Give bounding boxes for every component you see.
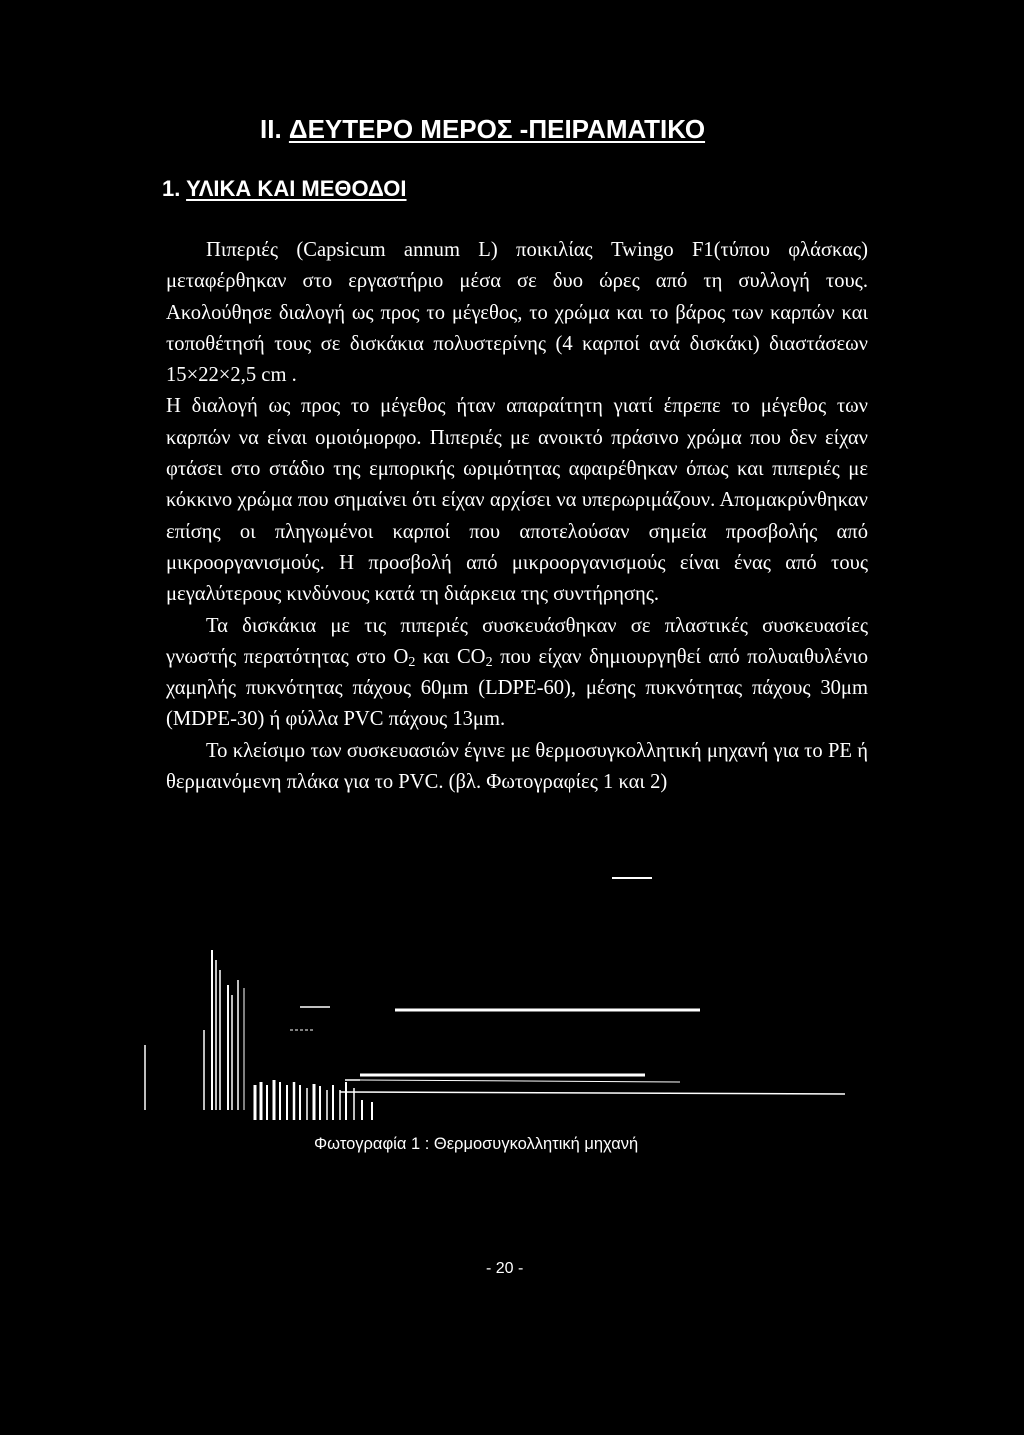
paragraph-1 xyxy=(166,235,868,611)
page-number: - 20 - xyxy=(486,1260,524,1277)
subsection-number: 1. xyxy=(162,176,181,201)
subsection-heading xyxy=(162,176,407,202)
o2-subscript: 2 xyxy=(408,654,416,670)
section-heading xyxy=(260,114,705,145)
subsection-title: ΥΛΙΚΑ ΚΑΙ ΜΕΘΟΔΟΙ xyxy=(186,176,407,201)
section-number: II. xyxy=(260,114,282,144)
paragraph-1-part-a: Πιπεριές (Capsicum annum L) ποικιλίας Twingo F1(τύπου φλάσκας) μεταφέρθηκαν στο εργαστήριο μέσα σε δυο ώρες από τη συλλογή τους. Ακολούθησε διαλογή ως προς το μέγεθος, το χρώμα και το βάρος των καρπών και τοποθέτησή τους σε δισκάκια πολυστερίνης (4 καρποί ανά δισκάκι) διαστάσεων 15×22×2,5 cm . xyxy=(166,239,868,387)
body-text xyxy=(166,235,868,798)
paragraph-3: Το κλείσιμο των συσκευασιών έγινε με θερμοσυγκολλητική μηχανή για το PE ή θερμαινόμενη πλάκα για το PVC. (βλ. Φωτογραφίες 1 και 2) xyxy=(166,739,868,794)
figure-caption: Φωτογραφία 1 : Θερμοσυγκολλητική μηχανή xyxy=(314,1135,639,1153)
paragraph-2 xyxy=(166,611,868,736)
paragraph-2-part-a: Τα δισκάκια με τις πιπεριές συσκευάσθηκαν σε πλαστικές συσκευασίες γνωστής περατότητας στο O xyxy=(166,614,868,668)
paragraph-1-part-b: Η διαλογή ως προς το μέγεθος ήταν απαραίτητη γιατί έπρεπε το μέγεθος των καρπών να είναι ομοιόμορφο. Πιπεριές με ανοικτό πράσινο χρώμα που δεν είχαν φτάσει στο στάδιο της εμπορικής ωριμότητας αφαιρέθηκαν όπως και πιπεριές με κόκκινο χρώμα που σημαίνει ότι είχαν αρχίσει να υπερωριμάζουν. Απομακρύνθηκαν επίσης οι πληγωμένοι καρποί που αποτελούσαν σημεία προσβολής από μικροοργανισμούς. Η προσβολή από μικροοργανισμούς είναι ένας από τους μεγαλύτερους κινδύνους κατά τη διάρκεια της συντήρησης. xyxy=(166,395,868,606)
paragraph-2-part-b: και CO xyxy=(415,645,486,668)
paragraph-2-part-c: που είχαν δημιουργηθεί από πολυαιθυλένιο χαμηλής πυκνότητας πάχους 60μm (LDPE-60), μέσης πυκνότητας πάχους 30μm (MDPE-30) ή φύλλα PVC πάχους 13μm. xyxy=(166,645,868,731)
co2-subscript: 2 xyxy=(485,654,493,670)
heat-sealer-photo xyxy=(140,870,860,1120)
section-title: ΔΕΥΤΕΡΟ ΜΕΡΟΣ -ΠΕΙΡΑΜΑΤΙΚΟ xyxy=(288,114,706,144)
